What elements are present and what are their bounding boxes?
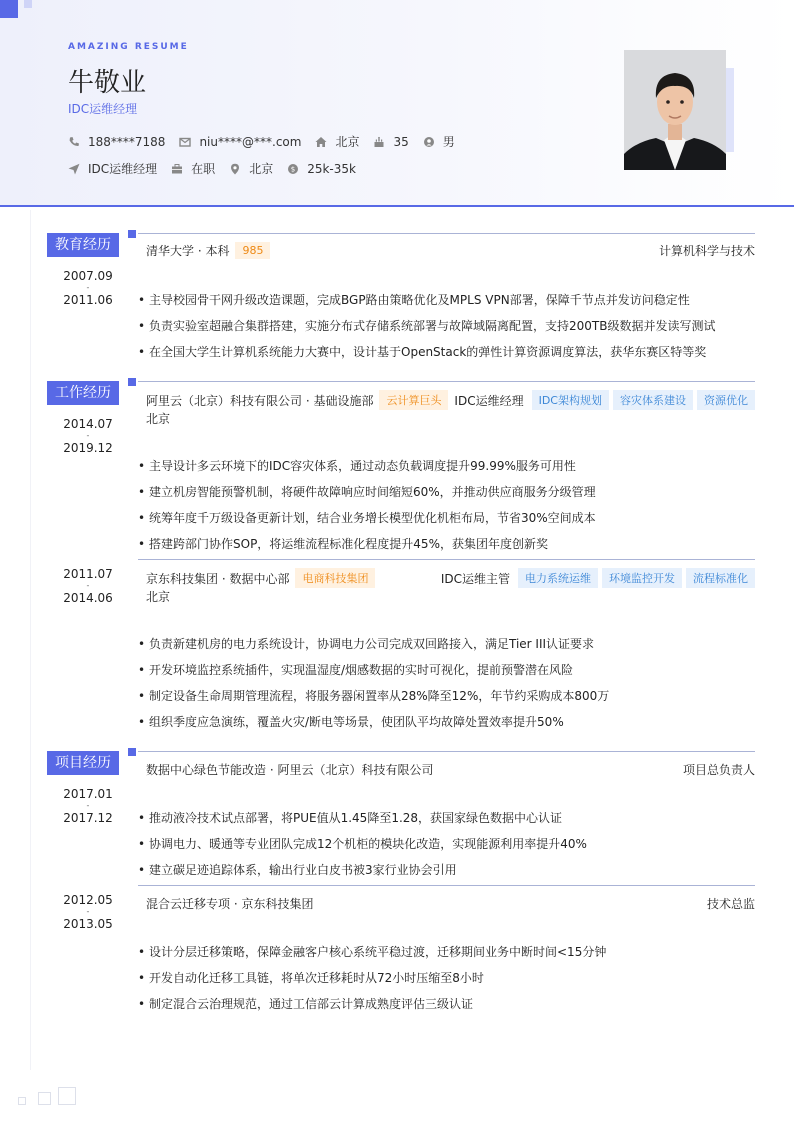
job-role: IDC运维主管 <box>440 571 510 586</box>
portrait-image <box>624 50 726 170</box>
project-date-range <box>47 788 129 824</box>
phone-text: 188****7188 <box>88 134 166 149</box>
company-name: 阿里云（北京）科技有限公司 · 基础设施部 <box>146 393 374 408</box>
candidate-name: 牛敬业 <box>68 68 147 98</box>
skill-tag: 电力系统运维 <box>518 568 598 588</box>
project-role: 技术总监 <box>706 897 755 911</box>
footer-decoration <box>18 1097 26 1105</box>
company-name: 京东科技集团 · 数据中心部 <box>146 571 290 586</box>
list-item: • 主导校园骨干网升级改造课题，完成BGP路由策略优化及MPLS VPN部署，保障千节点并发访问稳定性 <box>138 287 758 313</box>
education-bullets <box>138 287 758 365</box>
header-divider <box>0 205 794 207</box>
mail-icon <box>179 136 191 148</box>
section-label-education: 教育经历 <box>47 233 119 257</box>
status-item <box>171 160 215 177</box>
candidate-title: IDC运维经理 <box>68 102 138 116</box>
school-name: 清华大学 · 本科 <box>146 244 230 258</box>
salary-text: 25k-35k <box>307 161 356 176</box>
list-item: • 主导设计多云环境下的IDC容灾体系，通过动态负载调度提升99.99%服务可用性 <box>138 453 758 479</box>
city-item <box>315 133 359 150</box>
age-item <box>373 135 408 149</box>
corner-decoration <box>0 0 18 18</box>
gender-icon <box>423 136 435 148</box>
school-tag: 985 <box>235 242 270 259</box>
list-item: • 制定设备生命周期管理流程，将服务器闲置率从28%降至12%，年节约采购成本800万 <box>138 683 758 709</box>
major: 计算机科学与技术 <box>658 244 755 258</box>
project-name: 混合云迁移专项 · 京东科技集团 <box>146 897 314 911</box>
section-label-work: 工作经历 <box>47 381 119 405</box>
skill-tag: 容灾体系建设 <box>613 390 693 410</box>
cake-icon <box>373 136 385 148</box>
list-item: • 开发自动化迁移工具链，将单次迁移耗时从72小时压缩至8小时 <box>138 965 758 991</box>
list-item: • 负责实验室超融合集群搭建，实施分布式存储系统部署与故障域隔离配置，支持200TB级数据并发读写测试 <box>138 313 758 339</box>
end-date: 2017.12 <box>63 811 113 825</box>
work-location: 北京 <box>146 412 171 426</box>
profile-photo <box>624 50 726 170</box>
list-item: • 统筹年度千万级设备更新计划，结合业务增长模型优化机柜布局，节省30%空间成本 <box>138 505 758 531</box>
project-entry-header <box>146 895 755 912</box>
section-marker <box>128 230 136 238</box>
job-role: IDC运维经理 <box>454 393 524 408</box>
home-icon <box>315 136 327 148</box>
target-job-item <box>68 160 157 177</box>
start-date: 2017.01 <box>63 787 113 801</box>
phone-icon <box>68 136 80 148</box>
side-decoration-line <box>30 210 31 1070</box>
list-item: • 组织季度应急演练，覆盖火灾/断电等场景，使团队平均故障处置效率提升50% <box>138 709 758 735</box>
gender-text: 男 <box>442 135 455 149</box>
start-date: 2007.09 <box>63 269 113 283</box>
list-item: • 设计分层迁移策略，保障金融客户核心系统平稳过渡，迁移期间业务中断时间<15分钟 <box>138 939 758 965</box>
section-marker <box>128 748 136 756</box>
list-item: • 制定混合云治理规范，通过工信部云计算成熟度评估三级认证 <box>138 991 758 1017</box>
entry-divider <box>138 559 755 560</box>
project-bullets <box>138 939 758 1017</box>
list-item: • 建立碳足迹追踪体系，输出行业白皮书被3家行业协会引用 <box>138 857 758 883</box>
list-item: • 推动液冷技术试点部署，将PUE值从1.45降至1.28，获国家绿色数据中心认证 <box>138 805 758 831</box>
work-location: 北京 <box>146 590 171 604</box>
end-date: 2011.06 <box>63 293 113 307</box>
project-entry-header <box>146 761 755 778</box>
target-city-text: 北京 <box>249 162 274 176</box>
skill-tag: 资源优化 <box>697 390 755 410</box>
email-text: niu****@***.com <box>199 134 302 149</box>
date-separator: - <box>86 283 90 292</box>
section-label-projects: 项目经历 <box>47 751 119 775</box>
briefcase-icon <box>171 163 183 175</box>
work-entry-header <box>146 568 755 588</box>
email-item <box>179 135 301 149</box>
work-date-range <box>47 568 129 604</box>
phone-item <box>68 135 165 149</box>
svg-text:$: $ <box>290 165 296 174</box>
footer-decoration <box>38 1092 51 1105</box>
start-date: 2011.07 <box>63 567 113 581</box>
end-date: 2013.05 <box>63 917 113 931</box>
contact-row <box>68 133 469 150</box>
company-tag: 电商科技集团 <box>295 568 375 588</box>
list-item: • 搭建跨部门协作SOP，将运维流程标准化程度提升45%，获集团年度创新奖 <box>138 531 758 557</box>
list-item: • 协调电力、暖通等专业团队完成12个机柜的模块化改造，实现能源利用率提升40% <box>138 831 758 857</box>
job-intent-row <box>68 160 370 177</box>
work-date-range <box>47 418 129 454</box>
work-bullets <box>138 631 758 735</box>
end-date: 2019.12 <box>63 441 113 455</box>
start-date: 2012.05 <box>63 893 113 907</box>
footer-decoration <box>58 1087 76 1105</box>
city-text: 北京 <box>335 135 360 149</box>
project-role: 项目总负责人 <box>682 763 755 777</box>
list-item: • 负责新建机房的电力系统设计，协调电力公司完成双回路接入，满足Tier III认证要求 <box>138 631 758 657</box>
location-pin-icon <box>229 163 241 175</box>
skill-tag: IDC架构规划 <box>532 390 609 410</box>
start-date: 2014.07 <box>63 417 113 431</box>
education-entry-header <box>146 242 755 259</box>
send-icon <box>68 163 80 175</box>
list-item: • 在全国大学生计算机系统能力大赛中，设计基于OpenStack的弹性计算资源调度算法，获华东赛区特等奖 <box>138 339 758 365</box>
work-entry-header <box>146 390 755 410</box>
entry-divider <box>138 885 755 886</box>
date-separator: - <box>86 907 90 916</box>
age-text: 35 <box>393 134 409 149</box>
education-date-range <box>47 270 129 306</box>
date-separator: - <box>86 431 90 440</box>
salary-item <box>287 162 356 176</box>
target-city-item <box>229 160 273 177</box>
section-divider <box>138 233 755 234</box>
company-tag: 云计算巨头 <box>379 390 448 410</box>
date-separator: - <box>86 581 90 590</box>
target-job-text: IDC运维经理 <box>88 162 158 176</box>
section-marker <box>128 378 136 386</box>
end-date: 2014.06 <box>63 591 113 605</box>
corner-decoration-small <box>24 0 32 8</box>
coin-icon <box>287 163 299 175</box>
project-name: 数据中心绿色节能改造 · 阿里云（北京）科技有限公司 <box>146 763 434 777</box>
gender-item <box>423 133 455 150</box>
list-item: • 开发环境监控系统插件，实现温湿度/烟感数据的实时可视化，提前预警潜在风险 <box>138 657 758 683</box>
resume-tagline: AMAZING RESUME <box>68 42 189 52</box>
date-separator: - <box>86 801 90 810</box>
skill-tag: 环境监控开发 <box>602 568 682 588</box>
list-item: • 建立机房智能预警机制，将硬件故障响应时间缩短60%，并推动供应商服务分级管理 <box>138 479 758 505</box>
project-date-range <box>47 894 129 930</box>
project-bullets <box>138 805 758 883</box>
skill-tag: 流程标准化 <box>686 568 755 588</box>
work-bullets <box>138 453 758 557</box>
status-text: 在职 <box>191 162 216 176</box>
section-divider <box>138 381 755 382</box>
section-divider <box>138 751 755 752</box>
